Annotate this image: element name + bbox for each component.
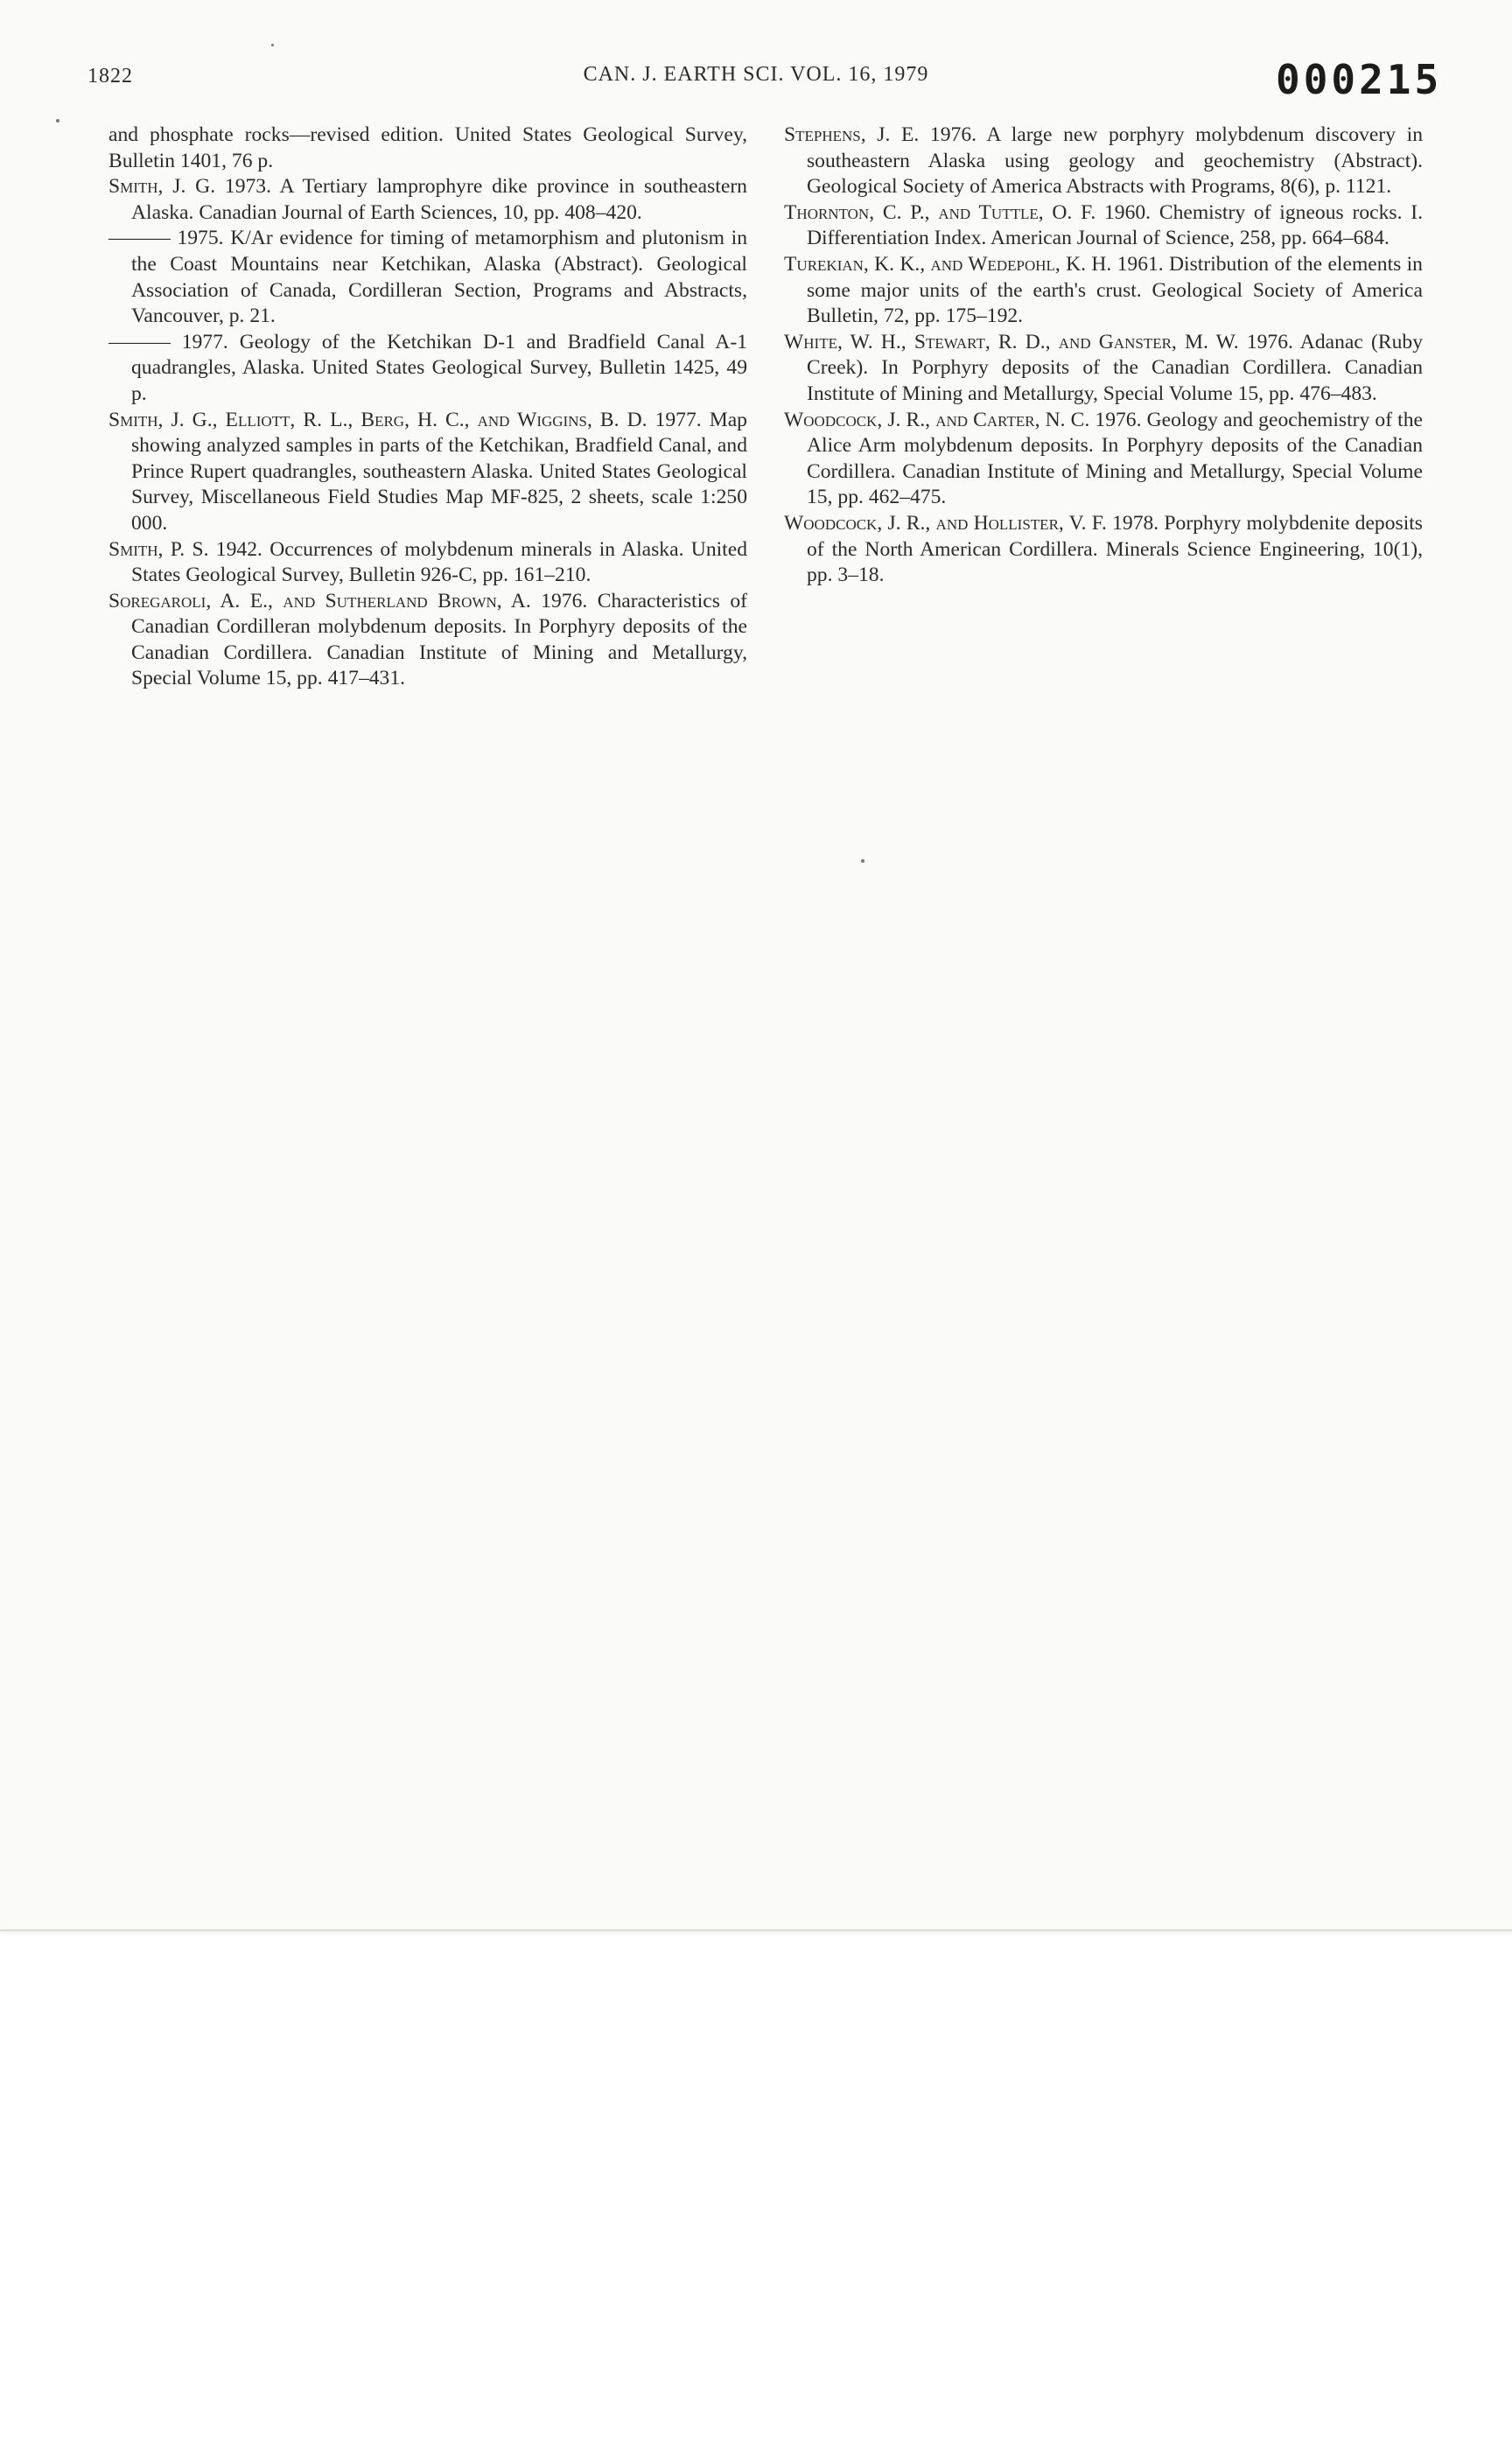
page-header bbox=[0, 52, 1512, 105]
reference-authors: White, W. H., Stewart, R. D., and Ganster, M. W. bbox=[784, 330, 1239, 354]
reference-text: 1960. Chemistry of igneous rocks. I. Differentiation Index. American Journal of Science, 258, pp. 664–684. bbox=[807, 200, 1423, 250]
scan-speck bbox=[271, 44, 274, 46]
reference-entry bbox=[108, 408, 747, 537]
reference-authors: Smith, J. G., Elliott, R. L., Berg, H. C., and Wiggins, B. D. bbox=[108, 408, 648, 431]
reference-entry bbox=[784, 122, 1423, 200]
references-right-column bbox=[784, 122, 1423, 589]
reference-entry bbox=[108, 226, 747, 329]
reference-authors: Woodcock, J. R., and Carter, N. C. bbox=[784, 408, 1090, 431]
reference-authors: Turekian, K. K., and Wedepohl, K. H. bbox=[784, 252, 1112, 276]
reference-text: 1942. Occurrences of molybdenum minerals in Alaska. United States Geological Survey, Bulletin 926-C, pp. 161–210. bbox=[131, 537, 747, 587]
archive-stamp: 000215 bbox=[1276, 56, 1443, 103]
reference-entry bbox=[108, 174, 747, 226]
reference-text: and phosphate rocks—revised edition. United States Geological Survey, Bulletin 1401, 76 p. bbox=[108, 123, 747, 172]
reference-entry bbox=[784, 252, 1423, 330]
reference-entry bbox=[108, 589, 747, 692]
reference-text: 1973. A Tertiary lamprophyre dike province in southeastern Alaska. Canadian Journal of Earth Sciences, 10, pp. 408–420. bbox=[131, 175, 747, 224]
page-number: 1822 bbox=[88, 65, 133, 88]
reference-authors: Woodcock, J. R., and Hollister, V. F. bbox=[784, 511, 1107, 535]
reference-text: 1976. Geology and geochemistry of the Alice Arm molybdenum deposits. In Porphyry deposits of the Canadian Cordillera. Canadian Institute of Mining and Metallurgy, Special Volume 15, pp. 462–475. bbox=[807, 408, 1423, 509]
reference-text: 1977. Geology of the Ketchikan D-1 and Bradfield Canal A-1 quadrangles, Alaska. United States Geological Survey, Bulletin 1425, 49 p. bbox=[131, 330, 747, 405]
reference-entry bbox=[784, 330, 1423, 408]
references-left-column bbox=[108, 122, 747, 692]
reference-text: 1976. Characteristics of Canadian Cordilleran molybdenum deposits. In Porphyry deposits of the Canadian Cordillera. Canadian Institute of Mining and Metallurgy, Special Volume 15, pp. 417–431. bbox=[131, 589, 747, 690]
reference-authors: Smith, J. G. bbox=[108, 175, 216, 199]
reference-authors: Smith, P. S. bbox=[108, 537, 209, 561]
reference-text: 1977. Map showing analyzed samples in parts of the Ketchikan, Bradfield Canal, and Prince Rupert quadrangles, southeastern Alaska. United States Geological Survey, Miscellaneous Field Studies Map MF-825, 2 sheets, scale 1:250 000. bbox=[131, 408, 747, 535]
reference-entry bbox=[784, 511, 1423, 589]
reference-text: 1975. K/Ar evidence for timing of metamorphism and plutonism in the Coast Mountains near Ketchikan, Alaska (Abstract). Geological Association of Canada, Cordilleran Section, Programs and Abstracts, Vancouver, p. 21. bbox=[131, 227, 747, 328]
scan-speck bbox=[56, 119, 60, 122]
reference-text: 1976. Adanac (Ruby Creek). In Porphyry deposits of the Canadian Cordillera. Canadian Institute of Mining and Metallurgy, Special Volume 15, pp. 476–483. bbox=[807, 330, 1423, 405]
reference-text: 1961. Distribution of the elements in some major units of the earth's crust. Geological Society of America Bulletin, 72, pp. 175–192. bbox=[807, 252, 1423, 328]
reference-text: 1976. A large new porphyry molybdenum discovery in southeastern Alaska using geology and geochemistry (Abstract). Geological Society of America Abstracts with Programs, 8(6), p. 1121. bbox=[807, 123, 1423, 199]
reference-authors: Thornton, C. P., and Tuttle, O. F. bbox=[784, 200, 1096, 224]
reference-entry bbox=[108, 330, 747, 408]
running-head: CAN. J. EARTH SCI. VOL. 16, 1979 bbox=[583, 63, 929, 86]
reference-entry bbox=[108, 537, 747, 589]
reference-authors: ——— bbox=[108, 227, 171, 250]
reference-authors: Soregaroli, A. E., and Sutherland Brown, A. bbox=[108, 589, 531, 612]
reference-authors: ——— bbox=[108, 330, 171, 354]
scan-speck bbox=[861, 859, 864, 863]
reference-entry bbox=[108, 122, 747, 174]
reference-text: 1978. Porphyry molybdenite deposits of the North American Cordillera. Minerals Science Engineering, 10(1), pp. 3–18. bbox=[807, 511, 1423, 587]
reference-authors: Stephens, J. E. bbox=[784, 123, 920, 146]
reference-entry bbox=[784, 408, 1423, 511]
reference-entry bbox=[784, 200, 1423, 252]
